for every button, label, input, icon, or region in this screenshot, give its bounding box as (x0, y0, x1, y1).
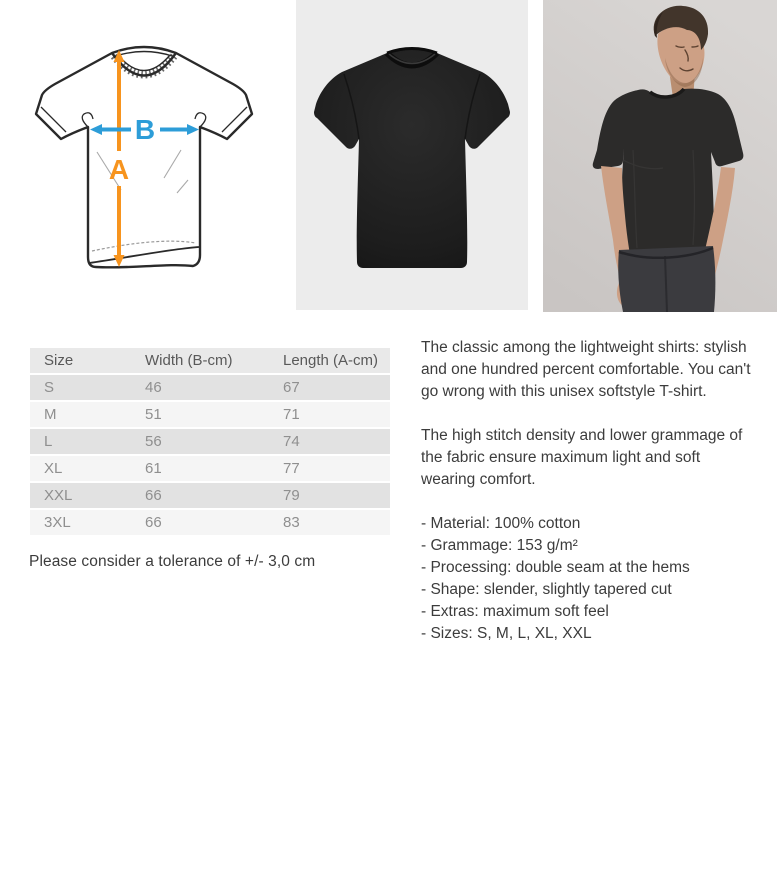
product-photo (296, 0, 528, 310)
size-diagram-image (0, 0, 296, 310)
cell-size: S (30, 375, 131, 402)
spec-item-material: - Material: 100% cotton (421, 515, 581, 532)
cell-length: 67 (269, 375, 390, 402)
col-header-length: Length (A-cm) (269, 348, 390, 375)
model-photo (543, 0, 777, 312)
table-row (30, 429, 390, 456)
description-paragraph-2: The high stitch density and lower grammage of the fabric ensure maximum light and soft wearing comfort. (421, 427, 743, 488)
cell-size: XXL (30, 483, 131, 510)
spec-item-sizes: - Sizes: S, M, L, XL, XXL (421, 625, 592, 642)
table-row (30, 375, 390, 402)
label-a: A (108, 154, 130, 185)
col-header-width: Width (B-cm) (131, 348, 269, 375)
spec-list (421, 513, 753, 645)
cell-width: 51 (131, 402, 269, 429)
product-description (421, 337, 753, 645)
tolerance-note: Please consider a tolerance of +/- 3,0 cm (29, 553, 316, 570)
cell-length: 71 (269, 402, 390, 429)
cell-width: 46 (131, 375, 269, 402)
spec-item-shape: - Shape: slender, slightly tapered cut (421, 581, 672, 598)
size-table (30, 348, 390, 537)
spec-item-grammage: - Grammage: 153 g/m² (421, 537, 578, 554)
cell-width: 66 (131, 483, 269, 510)
table-row (30, 402, 390, 429)
cell-size: L (30, 429, 131, 456)
spec-item-extras: - Extras: maximum soft feel (421, 603, 609, 620)
table-row (30, 483, 390, 510)
black-tshirt-flat-photo (296, 0, 528, 310)
cell-size: 3XL (30, 510, 131, 537)
tshirt-outline (36, 47, 252, 267)
cell-size: M (30, 402, 131, 429)
table-row (30, 456, 390, 483)
cell-length: 79 (269, 483, 390, 510)
cell-length: 74 (269, 429, 390, 456)
cell-size: XL (30, 456, 131, 483)
table-header-row (30, 348, 390, 375)
cell-width: 56 (131, 429, 269, 456)
label-b: B (134, 114, 156, 145)
spec-item-processing: - Processing: double seam at the hems (421, 559, 690, 576)
cell-length: 83 (269, 510, 390, 537)
description-paragraph-1: The classic among the lightweight shirts: stylish and one hundred percent comfortable. You can't go wrong with this unisex softstyle T-shirt. (421, 339, 751, 400)
cell-width: 66 (131, 510, 269, 537)
cell-length: 77 (269, 456, 390, 483)
man-wearing-black-tshirt-photo (543, 0, 777, 312)
tshirt-measurement-diagram (0, 0, 296, 310)
size-table-section (30, 348, 390, 537)
table-row (30, 510, 390, 537)
col-header-size: Size (30, 348, 131, 375)
cell-width: 61 (131, 456, 269, 483)
